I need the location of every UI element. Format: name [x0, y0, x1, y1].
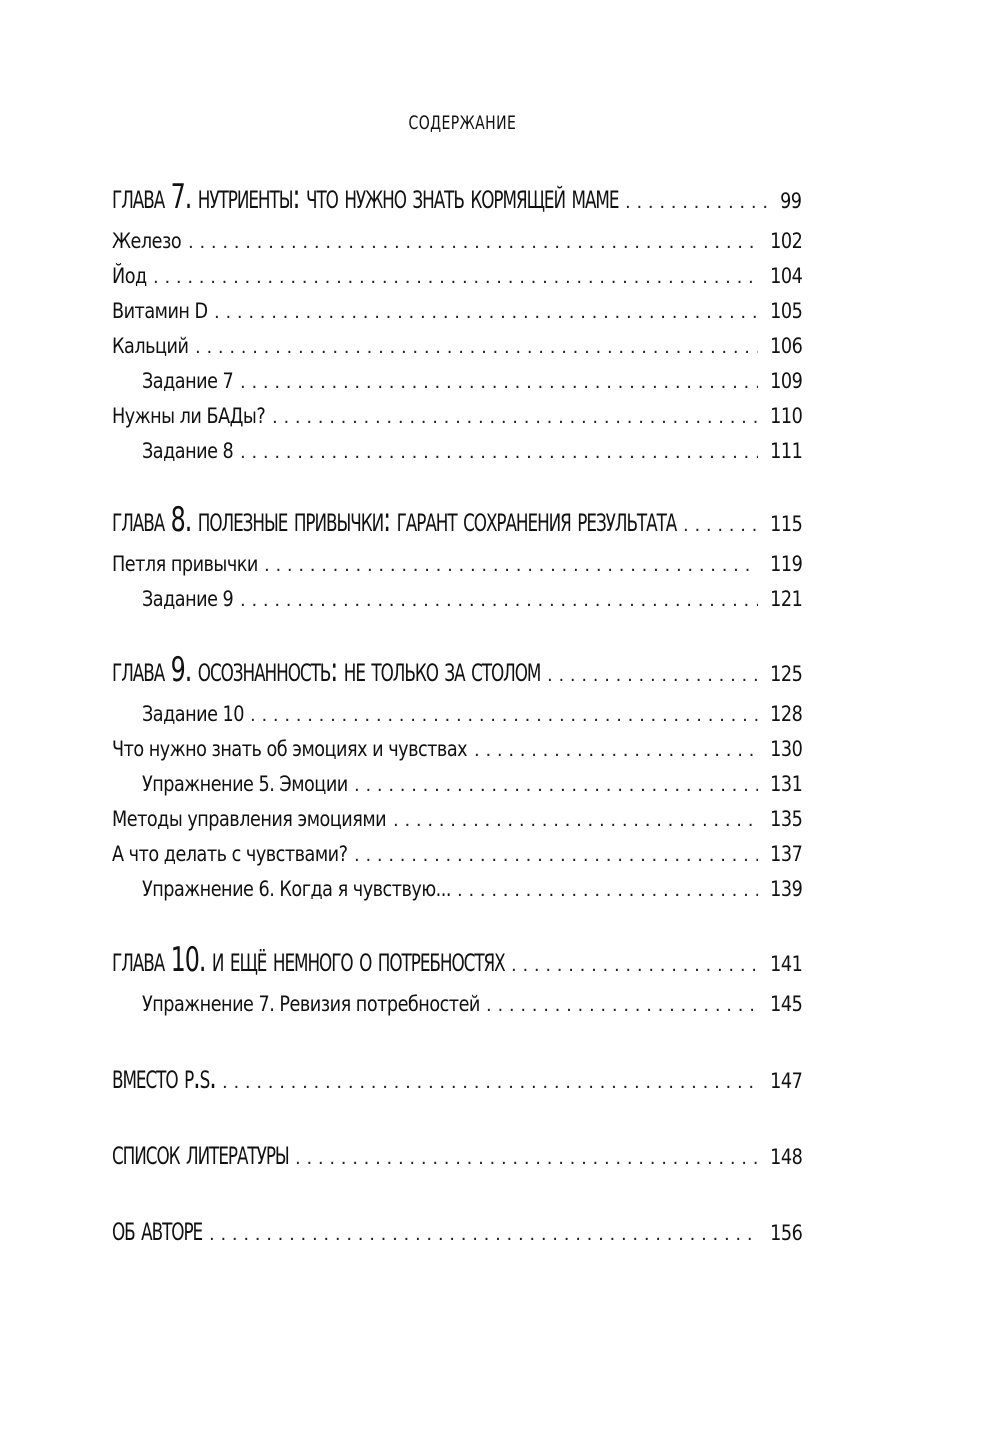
toc-entry-title-wrap [112, 732, 468, 767]
toc-entry-page-number: 111 [769, 439, 802, 463]
toc-entry-page-number: 102 [769, 229, 802, 253]
toc-entry [112, 259, 802, 294]
toc-entry-page [764, 329, 802, 364]
toc-dot-leader [195, 330, 758, 365]
toc-entry-page [764, 294, 802, 329]
toc-entry-page [764, 697, 802, 732]
toc-chapter-title: об авторе [112, 1209, 203, 1249]
toc-entry [112, 732, 802, 767]
toc-entry-title: Йод [112, 264, 147, 288]
toc-entry-title: Задание 9 [142, 587, 234, 611]
toc-chapter-page-number: 125 [769, 662, 802, 686]
toc-entry-page [764, 987, 802, 1022]
toc-entry-page [764, 802, 802, 837]
toc-chapter [112, 1050, 802, 1104]
toc-dot-leader [486, 988, 758, 1023]
toc-entry-title-wrap [112, 987, 480, 1022]
toc-entry-page [764, 732, 802, 767]
toc-dot-leader [209, 1208, 758, 1262]
table-of-contents [112, 170, 802, 1256]
toc-dot-leader [683, 499, 758, 553]
toc-entry [112, 399, 802, 434]
toc-chapter-title: список литературы [112, 1133, 289, 1173]
toc-entry-title-wrap [112, 364, 234, 399]
toc-chapter [112, 493, 802, 547]
toc-dot-leader [625, 176, 770, 230]
toc-chapter-title: глава 9. осознанность: не только за столом [112, 650, 541, 690]
toc-dot-leader [393, 803, 758, 838]
toc-entry-title-wrap [112, 329, 189, 364]
toc-entry-page [764, 767, 802, 802]
toc-chapter-page-number: 148 [769, 1145, 802, 1169]
toc-chapter [112, 1202, 802, 1256]
toc-entry-title: Методы управления эмоциями [112, 807, 387, 831]
toc-dot-leader [295, 1132, 758, 1186]
toc-entry-page-number: 137 [769, 842, 802, 866]
toc-entry-title-wrap [112, 837, 348, 872]
toc-dot-leader [240, 365, 758, 400]
toc-chapter-title: вместо p.s. [112, 1057, 216, 1097]
toc-entry-title: Задание 8 [142, 439, 234, 463]
toc-chapter-title: глава 7. нутриенты: что нужно знать кормящей маме [112, 177, 619, 217]
toc-entry-page [764, 872, 802, 907]
toc-entry [112, 837, 802, 872]
toc-entry-page-number: 104 [769, 264, 802, 288]
toc-chapter-page [764, 1130, 802, 1184]
toc-entry-title-wrap [112, 872, 451, 907]
toc-dot-leader [511, 939, 758, 993]
toc-dot-leader [457, 873, 758, 908]
toc-entry-page-number: 119 [769, 552, 802, 576]
toc-subentry [112, 697, 802, 732]
toc-dot-leader [272, 400, 758, 435]
toc-chapter [112, 170, 802, 224]
toc-chapter-title: глава 10. и ещё немного о потребностях [112, 940, 505, 980]
toc-entry-page-number: 121 [769, 587, 802, 611]
toc-entry-page-number: 139 [769, 877, 802, 901]
toc-entry-title: Что нужно знать об эмоциях и чувствах [112, 737, 468, 761]
toc-dot-leader [214, 295, 758, 330]
toc-chapter-page [764, 937, 802, 991]
toc-entry-page [764, 364, 802, 399]
toc-entry-page-number: 145 [769, 992, 802, 1016]
toc-entry-title: Задание 7 [142, 369, 234, 393]
toc-chapter-page-number: 141 [769, 952, 802, 976]
toc-entry-title: Упражнение 6. Когда я чувствую... [142, 877, 451, 901]
toc-subentry [112, 364, 802, 399]
toc-entry-title: Упражнение 5. Эмоции [142, 772, 348, 796]
toc-chapter-title: глава 8. полезные привычки: гарант сохранения результата [112, 500, 677, 540]
toc-entry-page [764, 582, 802, 617]
toc-entry-page-number: 135 [769, 807, 802, 831]
toc-subentry [112, 434, 802, 469]
toc-chapter-page-number: 99 [780, 189, 802, 213]
toc-entry-title: А что делать с чувствами? [112, 842, 348, 866]
toc-chapter-page [764, 497, 802, 551]
toc-entry [112, 802, 802, 837]
toc-entry-title-wrap [112, 802, 387, 837]
toc-subentry [112, 872, 802, 907]
toc-entry-title-wrap [112, 582, 234, 617]
toc-entry-title: Задание 10 [142, 702, 244, 726]
toc-entry-title-wrap [112, 767, 348, 802]
toc-chapter-page [764, 1054, 802, 1108]
toc-dot-leader [188, 225, 758, 260]
toc-entry-title: Железо [112, 229, 182, 253]
toc-entry-title-wrap [112, 697, 244, 732]
toc-entry-title: Витамин D [112, 299, 208, 323]
toc-entry [112, 224, 802, 259]
toc-chapter-page-number: 147 [769, 1069, 802, 1093]
toc-subentry [112, 767, 802, 802]
toc-entry-page-number: 109 [769, 369, 802, 393]
toc-entry-page [764, 259, 802, 294]
toc-entry-page-number: 131 [769, 772, 802, 796]
toc-chapter-page [776, 174, 802, 228]
toc-entry-page-number: 106 [769, 334, 802, 358]
toc-dot-leader [240, 435, 758, 470]
toc-entry-page [764, 224, 802, 259]
toc-dot-leader [547, 649, 758, 703]
toc-entry-title-wrap [112, 434, 234, 469]
toc-entry-title-wrap [112, 547, 258, 582]
toc-entry-page-number: 130 [769, 737, 802, 761]
toc-dot-leader [240, 583, 758, 618]
toc-entry-page-number: 110 [769, 404, 802, 428]
toc-dot-leader [222, 1056, 758, 1110]
toc-entry-title-wrap [112, 259, 147, 294]
toc-chapter-page [764, 647, 802, 701]
toc-entry-title: Нужны ли БАДы? [112, 404, 266, 428]
toc-entry-title: Кальций [112, 334, 189, 358]
toc-subentry [112, 987, 802, 1022]
running-head: СОДЕРЖАНИЕ [408, 112, 517, 134]
toc-entry-page-number: 105 [769, 299, 802, 323]
toc-dot-leader [354, 838, 758, 873]
toc-chapter-page-number: 115 [769, 512, 802, 536]
toc-entry-page [764, 547, 802, 582]
toc-subentry [112, 582, 802, 617]
toc-entry-page [764, 434, 802, 469]
toc-chapter [112, 1126, 802, 1180]
toc-entry-title-wrap [112, 399, 266, 434]
toc-chapter-page-number: 156 [769, 1221, 802, 1245]
toc-entry-title-wrap [112, 294, 208, 329]
toc-entry-title: Петля привычки [112, 552, 258, 576]
toc-chapter [112, 933, 802, 987]
toc-entry-page [764, 399, 802, 434]
toc-entry [112, 294, 802, 329]
toc-entry-title-wrap [112, 224, 182, 259]
toc-dot-leader [153, 260, 758, 295]
toc-entry-page-number: 128 [769, 702, 802, 726]
toc-dot-leader [250, 698, 758, 733]
toc-entry [112, 547, 802, 582]
toc-dot-leader [264, 548, 758, 583]
toc-chapter [112, 643, 802, 697]
toc-entry-title: Упражнение 7. Ревизия потребностей [142, 992, 480, 1016]
toc-entry-page [764, 837, 802, 872]
toc-entry [112, 329, 802, 364]
toc-dot-leader [354, 768, 758, 803]
toc-chapter-page [764, 1206, 802, 1260]
toc-dot-leader [474, 733, 758, 768]
